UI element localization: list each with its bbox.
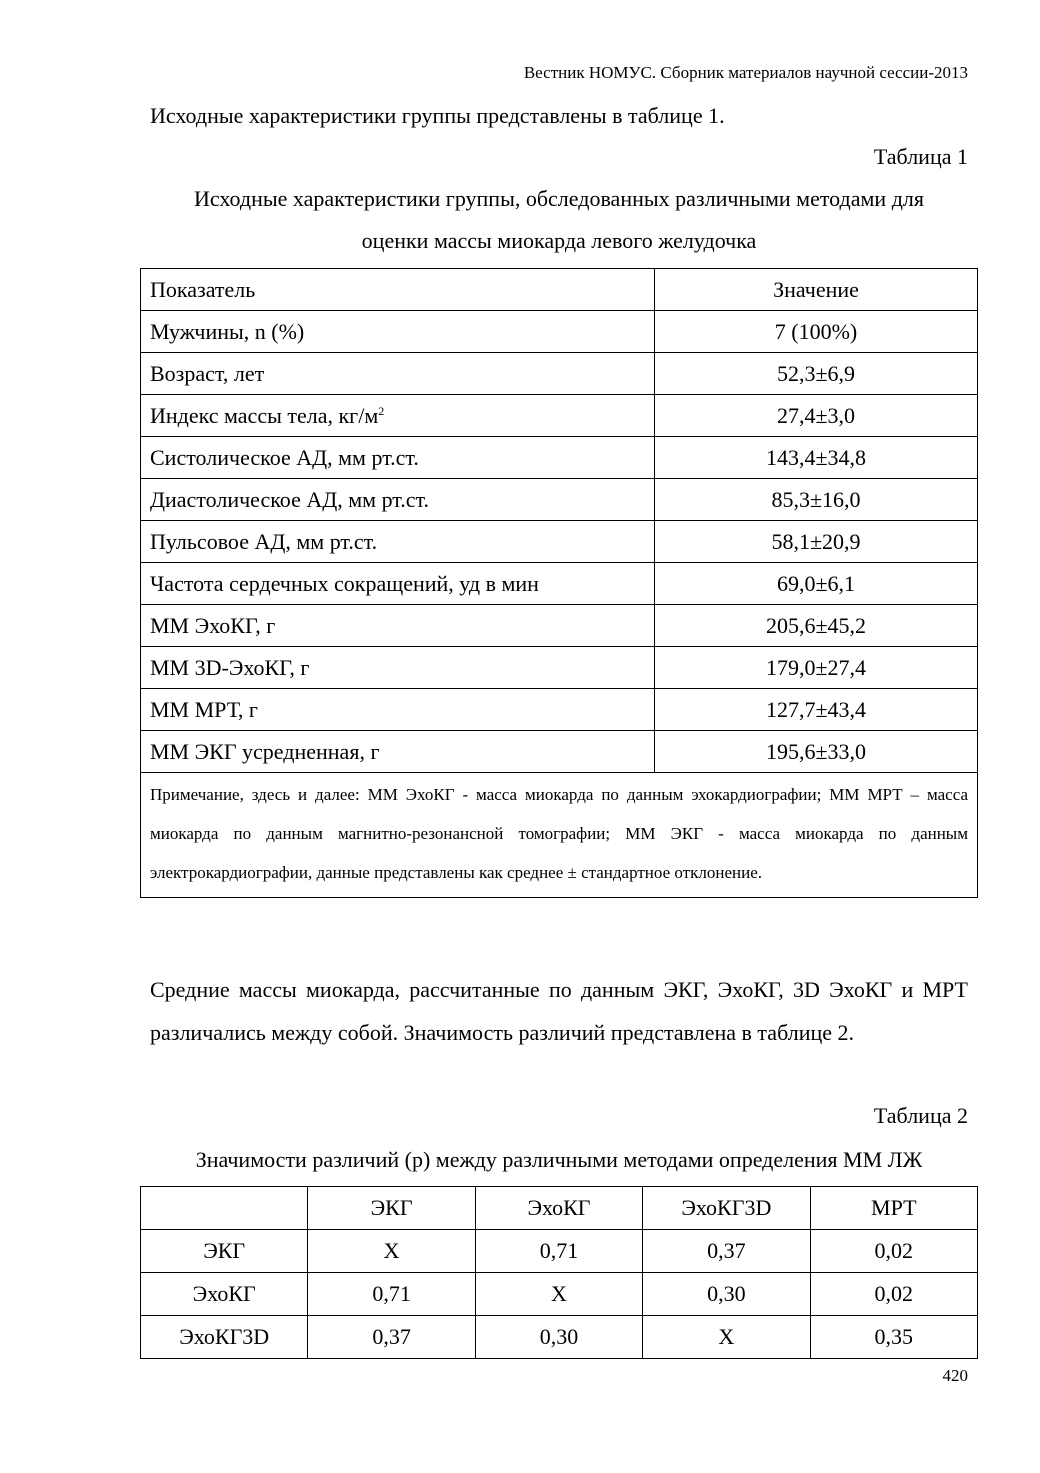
table-cell: 0,02 (810, 1230, 977, 1273)
column-header: ЭхоКГ3D (643, 1187, 810, 1230)
header-cell-value: Значение (655, 269, 978, 311)
table2-caption: Значимости различий (р) между различными методами определения ММ ЛЖ (195, 1147, 923, 1172)
table-row (141, 689, 978, 731)
table-row (141, 1273, 978, 1316)
table-row (141, 395, 978, 437)
value-cell: 205,6±45,2 (655, 605, 978, 647)
indicator-cell (141, 647, 655, 689)
column-header: ЭКГ (308, 1187, 475, 1230)
value-cell: 127,7±43,4 (655, 689, 978, 731)
indicator-cell (141, 311, 655, 353)
row-header: ЭКГ (141, 1230, 308, 1273)
table-cell: X (643, 1316, 810, 1359)
table-cell: X (308, 1230, 475, 1273)
indicator-superscript: 2 (378, 403, 385, 418)
table-row (141, 1230, 978, 1273)
table-row (141, 1316, 978, 1359)
table1-caption-line1: Исходные характеристики группы, обследованных различными методами для (193, 186, 924, 211)
value-cell: 195,6±33,0 (655, 731, 978, 773)
table-row (141, 479, 978, 521)
table-row (141, 353, 978, 395)
table-note: Примечание, здесь и далее: ММ ЭхоКГ - масса миокарда по данным эхокардиографии; ММ МРТ – масса миокарда по данным магнитно-резонансной томографии; ММ ЭКГ - масса миокарда по данным электрокардиографии, данные представлены как среднее ± стандартное отклонение. (141, 773, 978, 898)
value-cell: 7 (100%) (655, 311, 978, 353)
table-cell: 0,02 (810, 1273, 977, 1316)
table-cell: 0,37 (643, 1230, 810, 1273)
column-header (141, 1187, 308, 1230)
indicator-cell (141, 395, 655, 437)
middle-paragraph: Средние массы миокарда, рассчитанные по данным ЭКГ, ЭхоКГ, 3D ЭхоКГ и МРТ различались между собой. Значимость различий представлена в таблице 2. (150, 977, 968, 1045)
indicator-text: Возраст, лет (150, 360, 265, 386)
table-cell: 0,71 (475, 1230, 642, 1273)
intro-paragraph: Исходные характеристики группы представлены в таблице 1. (150, 103, 725, 128)
indicator-text: Систолическое АД, мм рт.ст. (150, 444, 419, 470)
table2-label: Таблица 2 (873, 1103, 968, 1128)
indicator-text: ММ МРТ, г (150, 696, 258, 722)
indicator-cell (141, 479, 655, 521)
table-row (141, 647, 978, 689)
table-row (141, 437, 978, 479)
indicator-cell (141, 521, 655, 563)
indicator-cell (141, 437, 655, 479)
table-row (141, 563, 978, 605)
table-cell: 0,30 (643, 1273, 810, 1316)
indicator-text: Частота сердечных сокращений, уд в мин (150, 570, 539, 596)
value-cell: 58,1±20,9 (655, 521, 978, 563)
indicator-text: ММ ЭхоКГ, г (150, 612, 276, 638)
row-header: ЭхоКГ (141, 1273, 308, 1316)
table-cell: 0,71 (308, 1273, 475, 1316)
value-cell: 143,4±34,8 (655, 437, 978, 479)
indicator-cell (141, 731, 655, 773)
indicator-cell (141, 605, 655, 647)
characteristics-table (140, 268, 978, 898)
indicator-cell (141, 563, 655, 605)
indicator-text: Мужчины, n (%) (150, 318, 305, 344)
table-cell: X (475, 1273, 642, 1316)
table-header-row (141, 269, 978, 311)
indicator-cell (141, 353, 655, 395)
indicator-text: Индекс массы тела, кг/м (150, 402, 379, 428)
indicator-text: ММ ЭКГ усредненная, г (150, 738, 380, 764)
table1-label: Таблица 1 (873, 144, 968, 169)
value-cell: 27,4±3,0 (655, 395, 978, 437)
row-header: ЭхоКГ3D (141, 1316, 308, 1359)
page-number: 420 (942, 1366, 968, 1385)
table-row (141, 605, 978, 647)
indicator-cell (141, 689, 655, 731)
significance-table (140, 1186, 978, 1359)
running-header: Вестник НОМУС. Сборник материалов научной сессии-2013 (523, 63, 968, 82)
indicator-text: Пульсовое АД, мм рт.ст. (150, 528, 378, 554)
indicator-text: ММ 3D-ЭхоКГ, г (150, 654, 310, 680)
table-note-row (141, 773, 978, 898)
table-cell: 0,35 (810, 1316, 977, 1359)
indicator-text: Диастолическое АД, мм рт.ст. (150, 486, 429, 512)
table-row (141, 731, 978, 773)
column-header: ЭхоКГ (475, 1187, 642, 1230)
table-header-row (141, 1187, 978, 1230)
table-row (141, 311, 978, 353)
table-cell: 0,30 (475, 1316, 642, 1359)
header-cell-indicator: Показатель (141, 269, 655, 311)
table-row (141, 521, 978, 563)
value-cell: 179,0±27,4 (655, 647, 978, 689)
table-cell: 0,37 (308, 1316, 475, 1359)
value-cell: 69,0±6,1 (655, 563, 978, 605)
column-header: МРТ (810, 1187, 977, 1230)
value-cell: 85,3±16,0 (655, 479, 978, 521)
table1-caption-line2: оценки массы миокарда левого желудочка (361, 228, 757, 253)
value-cell: 52,3±6,9 (655, 353, 978, 395)
